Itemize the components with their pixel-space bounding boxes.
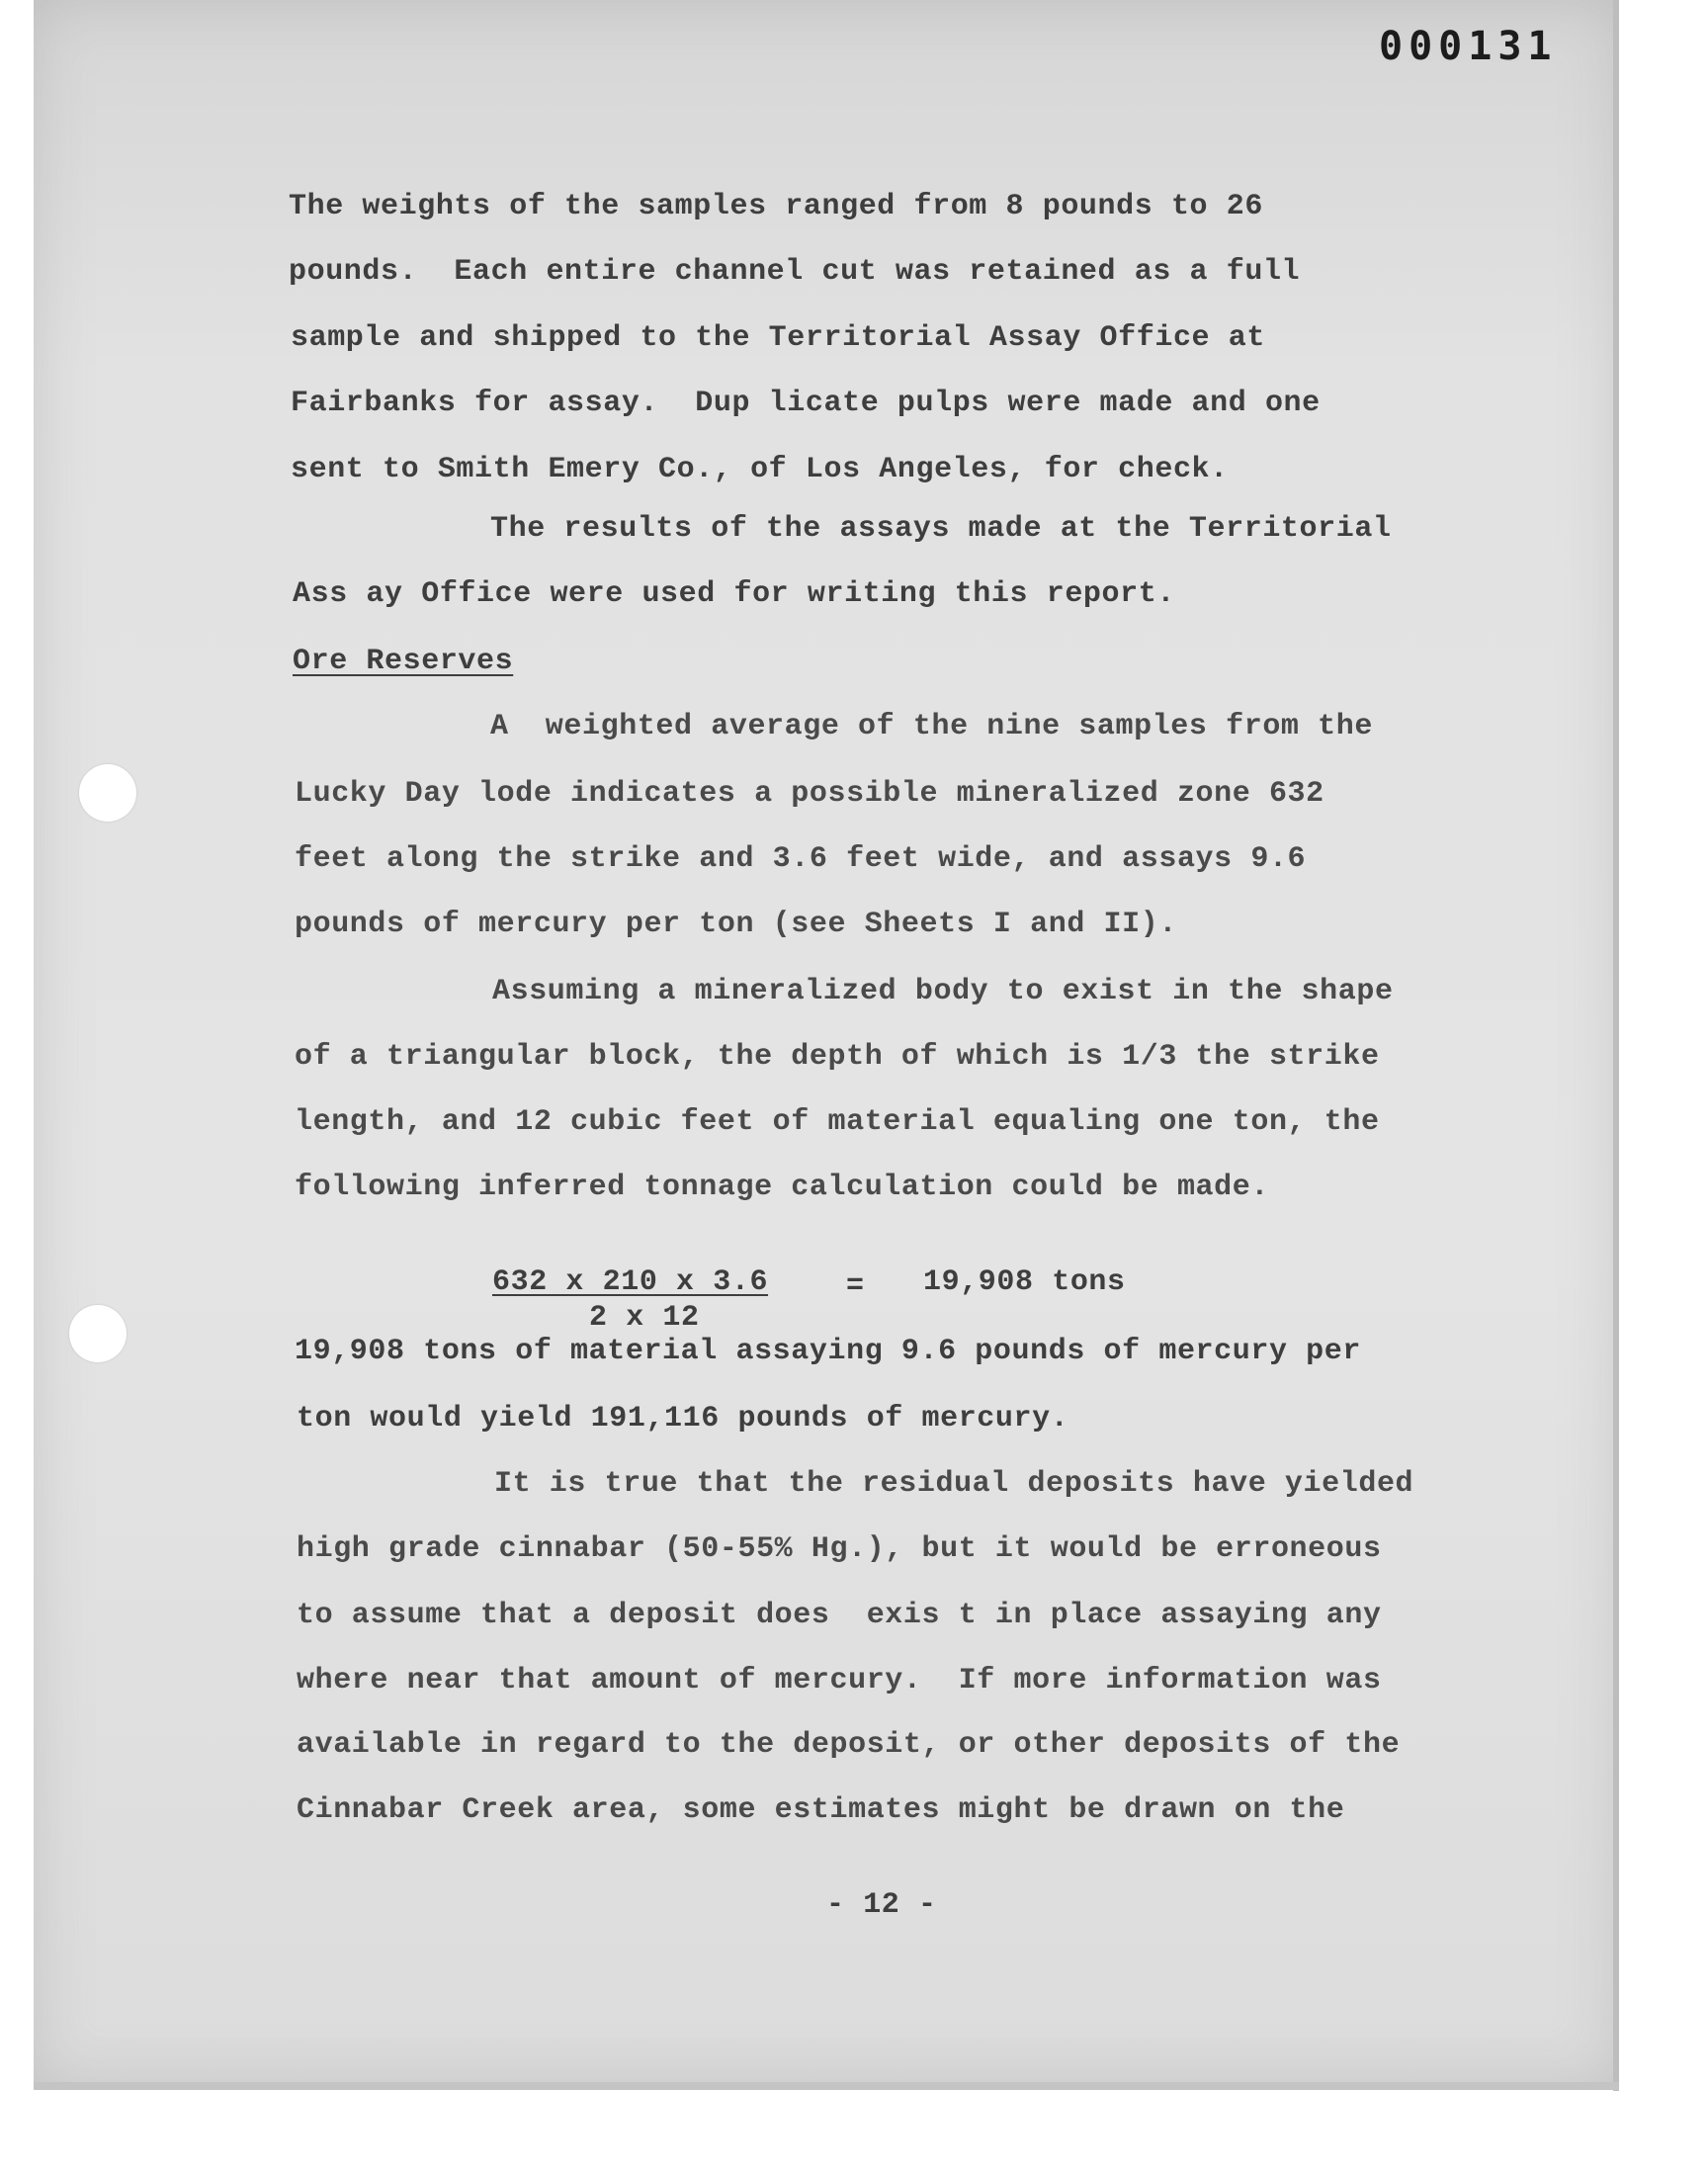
punch-hole-lower xyxy=(69,1305,127,1362)
para4-line-3: length, and 12 cubic feet of material equaling one ton, the xyxy=(295,1105,1380,1139)
para3-line-3: feet along the strike and 3.6 feet wide, and assays 9.6 xyxy=(295,842,1307,876)
para5-line-2: ton would yield 191,116 pounds of mercury. xyxy=(297,1402,1069,1436)
para5-line-1: 19,908 tons of material assaying 9.6 pounds of mercury per xyxy=(295,1335,1361,1368)
equation-result: 19,908 tons xyxy=(923,1265,1126,1299)
para6-line-6: Cinnabar Creek area, some estimates might be drawn on the xyxy=(297,1793,1345,1827)
para6-line-5: available in regard to the deposit, or other deposits of the xyxy=(297,1728,1401,1762)
page-edge-bottom xyxy=(34,2082,1619,2090)
para1-line-1: The weights of the samples ranged from 8 pounds to 26 xyxy=(289,190,1263,223)
page-edge-right xyxy=(1613,0,1619,2091)
para6-line-2: high grade cinnabar (50-55% Hg.), but it would be erroneous xyxy=(297,1532,1382,1566)
para4-line-2: of a triangular block, the depth of which is 1/3 the strike xyxy=(295,1040,1380,1074)
punch-hole-upper xyxy=(79,764,136,822)
para6-line-4: where near that amount of mercury. If more information was xyxy=(297,1664,1382,1697)
equation-denominator: 2 x 12 xyxy=(589,1301,700,1335)
para6-line-3: to assume that a deposit does exis t in place assaying any xyxy=(297,1599,1382,1632)
para2-line-2: Ass ay Office were used for writing this report. xyxy=(293,577,1175,611)
para4-line-1: Assuming a mineralized body to exist in the shape xyxy=(492,975,1394,1008)
document-number-stamp: 000131 xyxy=(1379,24,1558,69)
para3-line-2: Lucky Day lode indicates a possible mineralized zone 632 xyxy=(295,777,1324,811)
para6-line-1: It is true that the residual deposits have yielded xyxy=(494,1467,1414,1501)
para1-line-3: sample and shipped to the Territorial Assay Office at xyxy=(291,321,1265,355)
page-number: - 12 - xyxy=(826,1888,937,1922)
equation-numerator: 632 x 210 x 3.6 xyxy=(492,1265,769,1299)
equation-equals-sign: = xyxy=(846,1269,865,1303)
para3-line-1: A weighted average of the nine samples from the xyxy=(490,710,1373,743)
section-heading-ore-reserves: Ore Reserves xyxy=(293,645,514,678)
para1-line-5: sent to Smith Emery Co., of Los Angeles, for check. xyxy=(291,453,1229,486)
para1-line-2: pounds. Each entire channel cut was retained as a full xyxy=(289,255,1301,289)
para1-line-4: Fairbanks for assay. Dup licate pulps were made and one xyxy=(291,387,1321,420)
para2-line-1: The results of the assays made at the Territorial xyxy=(490,512,1392,546)
para4-line-4: following inferred tonnage calculation could be made. xyxy=(295,1171,1269,1204)
para3-line-4: pounds of mercury per ton (see Sheets I and II). xyxy=(295,908,1177,941)
